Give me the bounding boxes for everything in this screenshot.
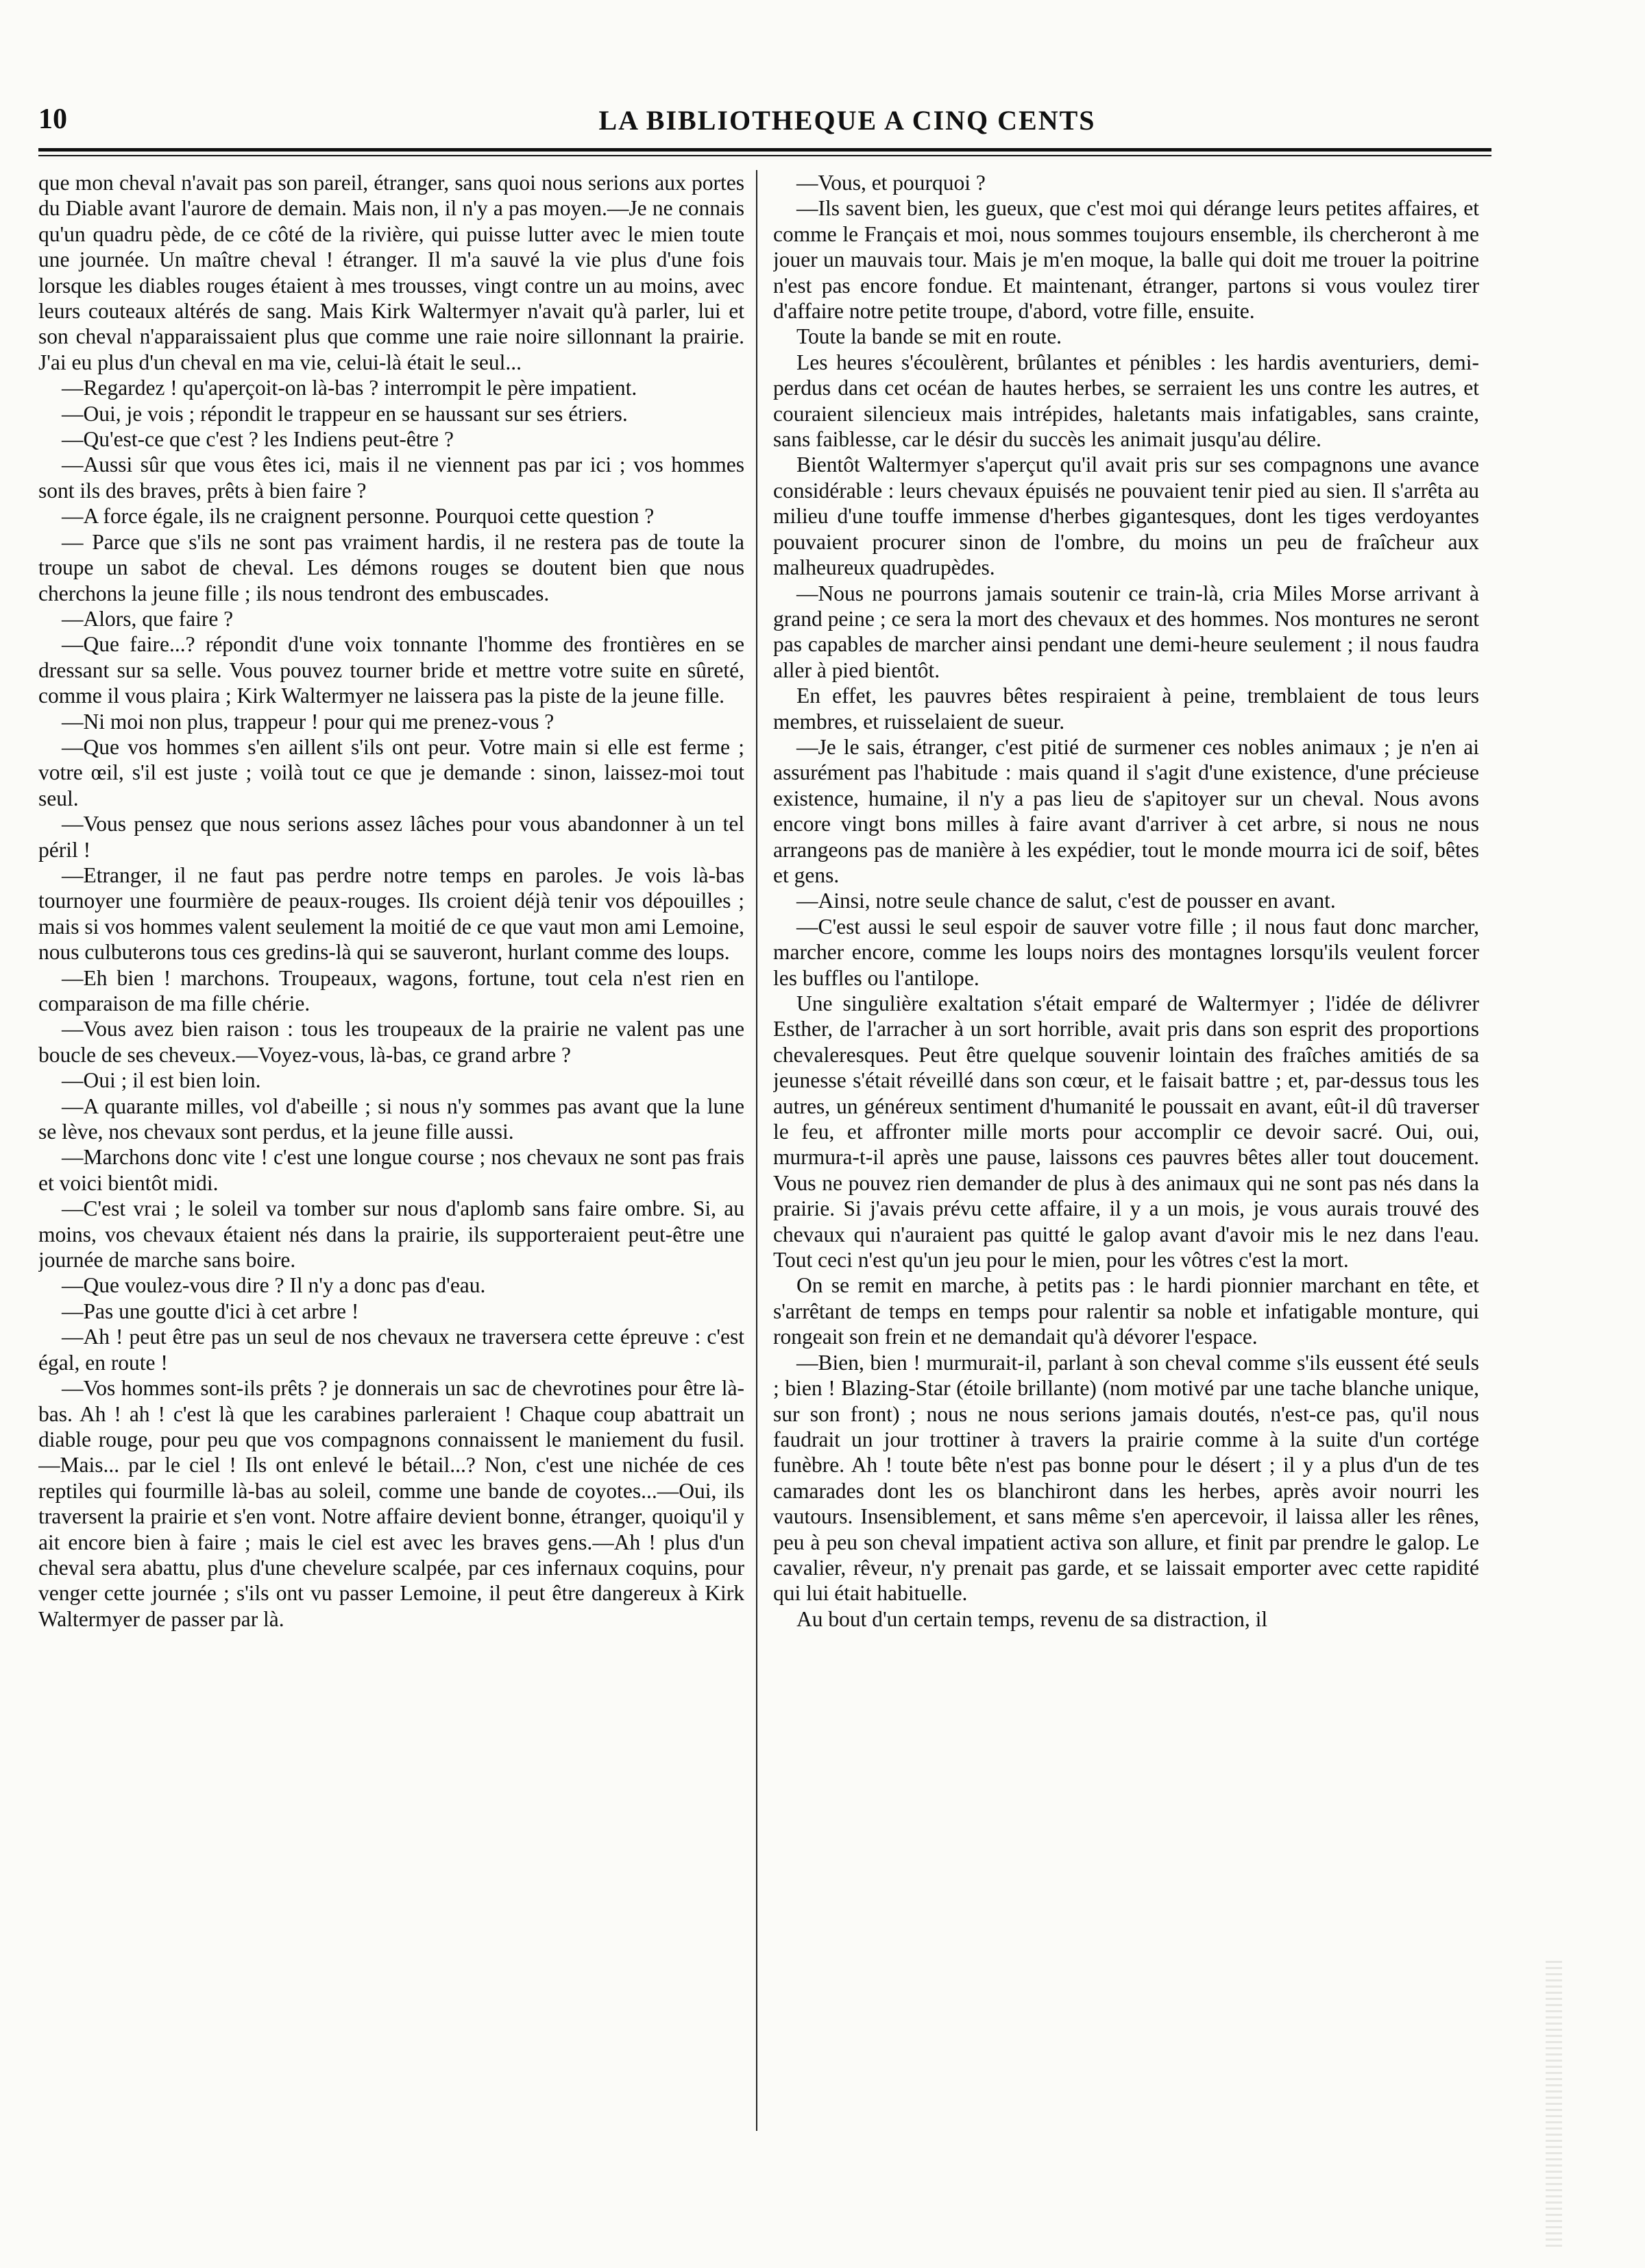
paragraph: —Aussi sûr que vous êtes ici, mais il ne viennent pas par ici ; vos hommes sont ils des braves, prêts à bien faire ? — [38, 453, 744, 503]
paragraph: Au bout d'un certain temps, revenu de sa distraction, il — [796, 1606, 1268, 1631]
paragraph: —Etranger, il ne faut pas perdre notre temps en paroles. Je vois là-bas tournoyer une fourmière de peaux-rouges. Ils croient déjà tenir vos dépouilles ; mais si vos hommes valent seulement la moitié de ce que vaut mon ami Lemoine, nous culbuterons tous ces gredins-là qui se sauveront, hurlant comme des loups. — [38, 862, 744, 965]
paragraph: Bientôt Waltermyer s'aperçut qu'il avait pris sur ses compagnons une avance considérable : leurs chevaux épuisés ne pouvaient tenir pied au sien. Il s'arrêta au milieu d'une touffe immense d'herbes gigantesques, dont les tiges verdoyantes pouvaient procurer sinon de l'ombre, du moins un peu de fraîcheur aux malheureux quadrupèdes. — [773, 453, 1479, 580]
paragraph: —Ni moi non plus, trappeur ! pour qui me prenez-vous ? — [62, 709, 555, 734]
paragraph: que mon cheval n'avait pas son pareil, étranger, sans quoi nous serions aux portes du Diable avant l'aurore de demain. Mais non, il n'y a pas moyen.—Je ne connais qu'un quadru pède, de ce côté de la rivière, qui puisse lutter avec le mien toute une journée. Un maître cheval ! étranger. Il m'a sauvé la vie plus d'une fois lorsque les diables rouges étaient à mes trousses, vingt contre un au moins, avec leurs couteaux altérés de sang. Mais Kirk Waltermyer n'avait qu'à parler, lui et son cheval n'apparaissaient plus que comme une raie noire sillonnant la prairie. J'ai eu plus d'un cheval en ma vie, celui-là était le seul... — [38, 171, 744, 374]
paragraph: —Eh bien ! marchons. Troupeaux, wagons, fortune, tout cela n'est rien en comparaison de ma fille chérie. — [38, 965, 744, 1015]
paragraph: —Regardez ! qu'aperçoit-on là-bas ? interrompit le père impatient. — [62, 376, 637, 400]
paragraph: — Parce que s'ils ne sont pas vraiment hardis, il ne restera pas de toute la troupe un sabot de cheval. Les démons rouges se doutent bien que nous cherchons la jeune fille ; ils nous tendront des embuscades. — [38, 529, 744, 605]
paragraph: —Oui, je vois ; répondit le trappeur en se haussant sur ses étriers. — [62, 401, 628, 426]
paragraph: —Que voulez-vous dire ? Il n'y a donc pas d'eau. — [62, 1273, 486, 1298]
running-title: LA BIBLIOTHEQUE A CINQ CENTS — [598, 105, 1096, 136]
paragraph: —Pas une goutte d'ici à cet arbre ! — [62, 1299, 359, 1323]
paragraph: —Oui ; il est bien loin. — [62, 1068, 261, 1093]
page-number: 10 — [38, 104, 67, 135]
paragraph: —Ils savent bien, les gueux, que c'est moi qui dérange leurs petites affaires, et comme le Français et moi, nous sommes toujours ensemble, ils chercheront à me jouer un mauvais tour. Mais je m'en moque, la balle qui doit me trouer la poitrine n'est pas encore fondue. Et maintenant, étranger, partons si vous voulez tirer d'affaire notre petite troupe, d'abord, votre fille, ensuite. — [773, 196, 1479, 324]
header-rule-thin — [38, 155, 1491, 156]
paragraph: —Bien, bien ! murmurait-il, parlant à son cheval comme s'ils eussent été seuls ; bien ! Blazing-Star (étoile brillante) (nom motivé par une tache blanche unique, sur son front) ; nous ne nous serions jamais doutés, n'est-ce pas, qu'il nous faudrait un jour trottiner à travers la prairie comme à la suite d'un cortége funèbre. Ah ! toute bête n'est pas bonne pour le désert ; il y a plus d'un de tes camarades dont les os blanchiront dans les herbes, après avoir nourri les vautours. Insensiblement, et sans même s'en apercevoir, il laissa aller les rênes, peu à peu son cheval impatient activa son allure, et finit par prendre le galop. Le cavalier, rêveur, n'y prenait pas garde, et se laissait emporter avec cette rapidité qui lui était habituelle. — [773, 1350, 1479, 1606]
right-text-column — [773, 170, 1479, 2213]
paragraph: —Vous avez bien raison : tous les troupeaux de la prairie ne valent pas une boucle de ses cheveux.—Voyez-vous, là-bas, ce grand arbre ? — [38, 1017, 744, 1067]
paragraph: Les heures s'écoulèrent, brûlantes et pénibles : les hardis aventuriers, demi-perdus dans cet océan de hautes herbes, se serraient les uns contre les autres, et couraient silencieux mais intrépides, haletants mais infatigables, sans crainte, sans faiblesse, car le désir du succès les animait jusqu'au délire. — [773, 350, 1479, 452]
paragraph: —Alors, que faire ? — [62, 606, 234, 631]
paragraph: —Que vos hommes s'en aillent s'ils ont peur. Votre main si elle est ferme ; votre œil, s'il est juste ; voilà tout ce que je demande : sinon, laissez-moi tout seul. — [38, 734, 744, 810]
paragraph: —Que faire...? répondit d'une voix tonnante l'homme des frontières en se dressant sur sa selle. Vous pouvez tourner bride et mettre votre suite en sûreté, comme il vous plaira ; Kirk Waltermyer ne laissera pas la piste de la jeune fille. — [38, 632, 744, 708]
paragraph: Toute la bande se mit en route. — [796, 324, 1062, 349]
paragraph: —C'est aussi le seul espoir de sauver votre fille ; il nous faut donc marcher, marcher encore, comme les loups noirs des montagnes lorsqu'ils veulent forcer les buffles ou l'antilope. — [773, 914, 1479, 990]
paragraph: —A force égale, ils ne craignent personne. Pourquoi cette question ? — [62, 504, 655, 529]
paragraph: —Vos hommes sont-ils prêts ? je donnerais un sac de chevrotines pour être là-bas. Ah ! ah ! c'est là que les carabines parleraient ! Chaque coup abattrait un diable rouge, pour peu que vos compagnons connaissent le maniement du fusil.—Mais... par le ciel ! Ils ont enlevé le bétail...? Non, c'est une nichée de ces reptiles qui fourmille là-bas au soleil, comme une bande de coyotes...—Oui, ils traversent la prairie et s'en vont. Notre affaire devient bonne, étranger, quoiqu'il y ait encore bien à faire ; mais le ciel est avec les braves gens.—Ah ! plus d'un cheval sera abattu, plus d'une chevelure scalpée, par ces infernaux coquins, pour venger cette journée ; s'ils ont vu passer Lemoine, il peut être dangereux à Kirk Waltermyer de passer par là. — [38, 1376, 744, 1631]
paragraph: —Ainsi, notre seule chance de salut, c'est de pousser en avant. — [796, 889, 1336, 913]
paragraph: En effet, les pauvres bêtes respiraient à peine, tremblaient de tous leurs membres, et ruisselaient de sueur. — [773, 684, 1479, 734]
paragraph: —Qu'est-ce que c'est ? les Indiens peut-être ? — [62, 427, 454, 452]
paragraph: —Vous, et pourquoi ? — [796, 171, 986, 195]
paragraph: On se remit en marche, à petits pas : le hardi pionnier marchant en tête, et s'arrêtant de temps en temps pour ralentir sa noble et infatigable monture, qui rongeait son frein et ne demandait qu'à dévorer l'espace. — [773, 1273, 1479, 1349]
page-edge-speckle — [1546, 1961, 1562, 2249]
header-rule-thick — [38, 148, 1491, 152]
paragraph: Une singulière exaltation s'était emparé de Waltermyer ; l'idée de délivrer Esther, de l'arracher à un sort horrible, avait pris dans son esprit des proportions chevaleresques. Peut être quelque souvenir lointain des fraîches amitiés de sa jeunesse s'était réveillé dans son cœur, et le faisait battre ; et, par-dessus tous les autres, un généreux sentiment d'humanité le poussait en avant, eût-il dû traverser le feu, et affronter mille morts pour accomplir ce devoir sacré. Oui, oui, murmura-t-il après une pause, laissons ces pauvres bêtes aller tout doucement. Vous ne pouvez rien demander de plus à des animaux qui ne sont pas nés dans la prairie. Si j'avais prévu cette affaire, il y a un mois, je vous aurais trouvé des chevaux qui n'auraient pas quitté le galop avant d'avoir mis le nez dans l'eau. Tout ceci n'est qu'un jeu pour le mien, pour les vôtres c'est la mort. — [773, 991, 1479, 1272]
paragraph: —C'est vrai ; le soleil va tomber sur nous d'aplomb sans faire ombre. Si, au moins, vos chevaux étaient nés dans la prairie, ils supporteraient peut-être une journée de marche sans boire. — [38, 1196, 744, 1272]
paragraph: —Ah ! peut être pas un seul de nos chevaux ne traversera cette épreuve : c'est égal, en route ! — [38, 1325, 744, 1375]
paragraph: —Je le sais, étranger, c'est pitié de surmener ces nobles animaux ; je n'en ai assurément pas l'habitude : mais quand il s'agit d'une existence, d'une précieuse existence, humaine, il n'y a pas lieu de s'apitoyer sur un cheval. Nous avons encore vingt bons milles à faire avant d'arriver à cet arbre, si nous ne nous arrangeons pas de manière à les expédier, tout le monde mourra ici de soif, bêtes et gens. — [773, 734, 1479, 887]
page-header — [38, 103, 1491, 144]
paragraph: —Marchons donc vite ! c'est une longue course ; nos chevaux ne sont pas frais et voici bientôt midi. — [38, 1145, 744, 1195]
left-text-column — [38, 170, 744, 2213]
column-divider — [756, 170, 757, 2131]
paragraph: —Vous pensez que nous serions assez lâches pour vous abandonner à un tel péril ! — [38, 812, 744, 862]
paragraph: —A quarante milles, vol d'abeille ; si nous n'y sommes pas avant que la lune se lève, nos chevaux sont perdus, et la jeune fille aussi. — [38, 1094, 744, 1144]
paragraph: —Nous ne pourrons jamais soutenir ce train-là, cria Miles Morse arrivant à grand peine ; ce sera la mort des chevaux et des hommes. Nos montures ne seront pas capables de marcher ainsi pendant une demi-heure seulement ; il nous faudra aller à pied bientôt. — [773, 581, 1479, 682]
